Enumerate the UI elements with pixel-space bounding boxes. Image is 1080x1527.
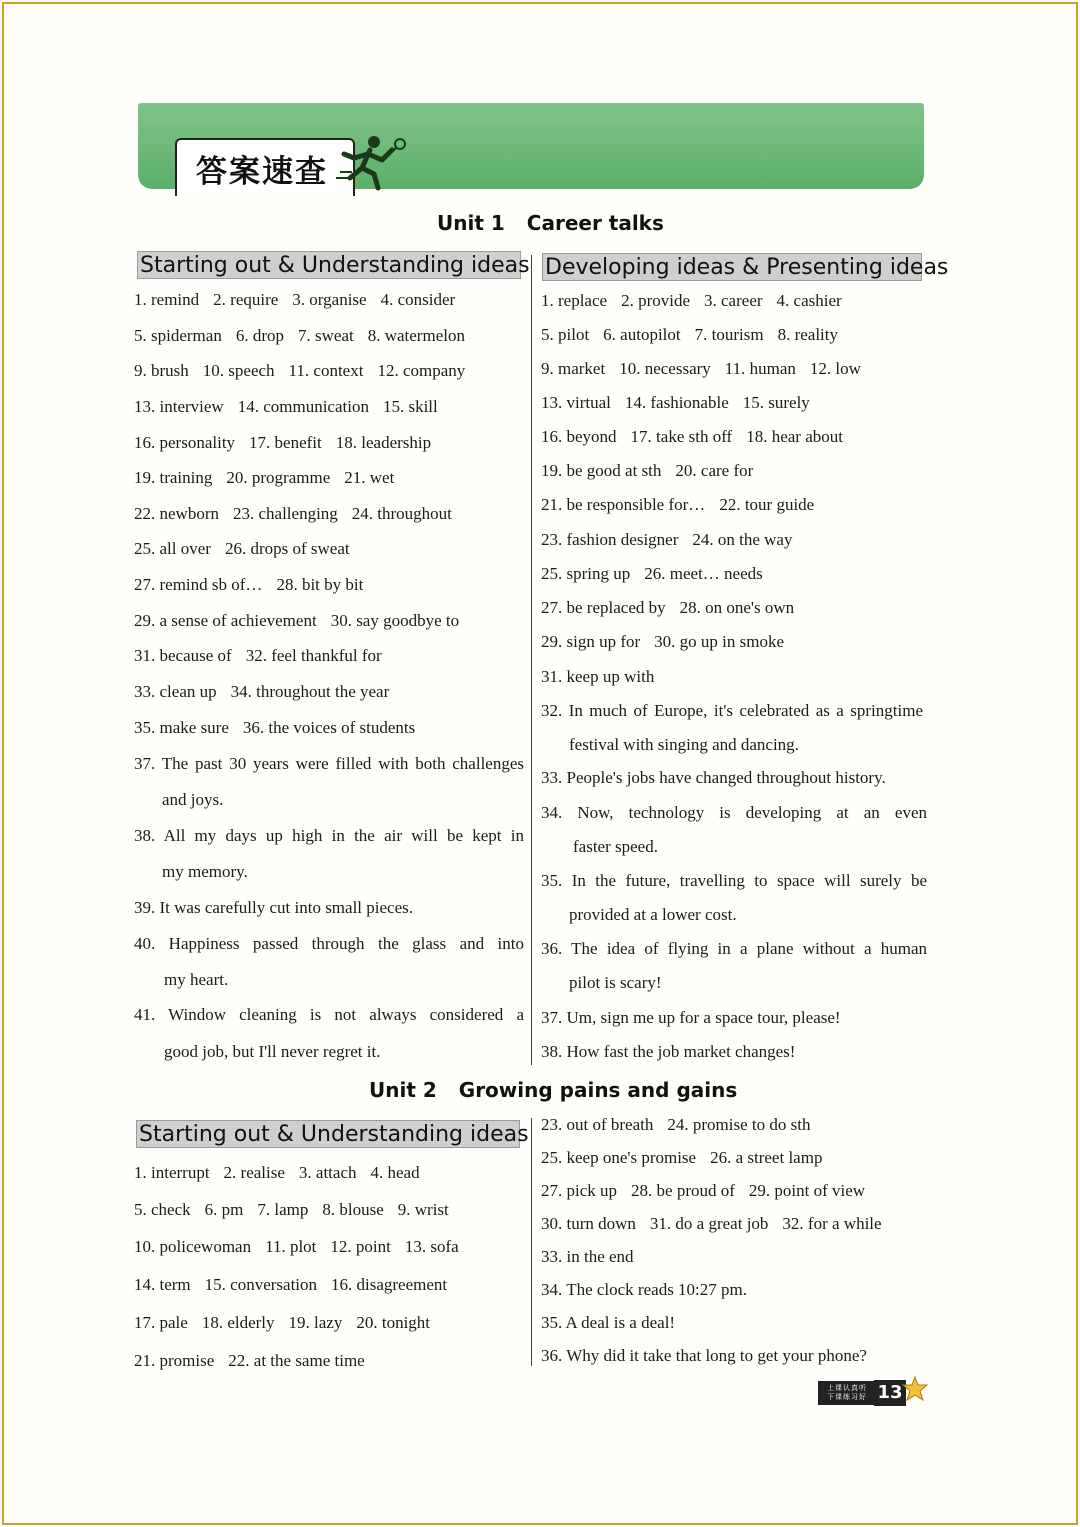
unit1-left-heading: Starting out & Understanding ideas <box>137 251 521 279</box>
page-number: 13 <box>874 1380 906 1406</box>
answer-line: 36. Why did it take that long to get your phone? <box>541 1346 867 1365</box>
unit1-name: Career talks <box>526 211 664 235</box>
answer-line: 19. be good at sth 20. care for <box>541 461 754 480</box>
answer-line: 25. all over 26. drops of sweat <box>134 539 350 558</box>
column-divider <box>531 1118 532 1366</box>
runner-icon <box>334 132 414 192</box>
answer-line: 21. be responsible for… 22. tour guide <box>541 495 815 514</box>
answer-line: 33. clean up 34. throughout the year <box>134 682 390 701</box>
answer-line: 16. beyond 17. take sth off 18. hear about <box>541 427 843 446</box>
answer-line: 21. promise 22. at the same time <box>134 1351 365 1370</box>
answer-sentence: 37. The past 30 years were filled with both challenges <box>134 754 525 773</box>
answer-sentence: 40. Happiness passed through the glass and into <box>134 934 524 953</box>
answer-line: 1. replace 2. provide 3. career 4. cashier <box>541 291 842 310</box>
answer-line: 29. a sense of achievement 30. say goodbye to <box>134 611 460 630</box>
answer-sentence-cont: festival with singing and dancing. <box>569 735 799 754</box>
answer-sentence: 39. It was carefully cut into small pieces. <box>134 898 413 917</box>
answer-line: 1. remind 2. require 3. organise 4. consider <box>134 290 456 309</box>
answer-line: 30. turn down 31. do a great job 32. for a while <box>541 1214 882 1233</box>
unit2-label: Unit 2 <box>369 1078 437 1102</box>
unit2-name: Growing pains and gains <box>458 1078 738 1102</box>
badge-text: 上课认真听 下课练习好 <box>827 1384 867 1401</box>
unit2-left-heading: Starting out & Understanding ideas <box>136 1120 520 1148</box>
answer-line: 35. A deal is a deal! <box>541 1313 676 1332</box>
answer-sentence: 35. In the future, travelling to space will surely be <box>541 871 928 890</box>
answer-line: 34. The clock reads 10:27 pm. <box>541 1280 748 1299</box>
answer-line: 27. be replaced by 28. on one's own <box>541 598 795 617</box>
unit1-label: Unit 1 <box>437 211 505 235</box>
answer-line: 33. in the end <box>541 1247 634 1266</box>
answer-sentence-cont: and joys. <box>162 790 224 809</box>
column-divider <box>531 255 532 1065</box>
answer-line: 14. term 15. conversation 16. disagreement <box>134 1275 448 1294</box>
answer-line: 25. keep one's promise 26. a street lamp <box>541 1148 823 1167</box>
answer-line: 23. fashion designer 24. on the way <box>541 530 793 549</box>
answer-line: 9. brush 10. speech 11. context 12. company <box>134 361 466 380</box>
answer-line: 1. interrupt 2. realise 3. attach 4. head <box>134 1163 420 1182</box>
unit2-title <box>369 1078 737 1102</box>
answer-sentence: 33. People's jobs have changed throughout history. <box>541 768 886 787</box>
answer-sentence-cont: provided at a lower cost. <box>569 905 737 924</box>
answer-line: 13. virtual 14. fashionable 15. surely <box>541 393 810 412</box>
answer-sentence: 38. How fast the job market changes! <box>541 1042 796 1061</box>
unit1-right-heading: Developing ideas & Presenting ideas <box>542 253 922 281</box>
answer-line: 9. market 10. necessary 11. human 12. low <box>541 359 861 378</box>
answer-line: 13. interview 14. communication 15. skill <box>134 397 438 416</box>
star-icon <box>902 1376 928 1402</box>
answer-sentence-cont: pilot is scary! <box>569 973 662 992</box>
answer-sentence-cont: faster speed. <box>573 837 658 856</box>
answer-sentence: 37. Um, sign me up for a space tour, please! <box>541 1008 841 1027</box>
answer-line: 27. pick up 28. be proud of 29. point of view <box>541 1181 866 1200</box>
answer-sentence: 41. Window cleaning is not always considered a <box>134 1005 524 1024</box>
answer-line: 29. sign up for 30. go up in smoke <box>541 632 785 651</box>
answer-line: 5. check 6. pm 7. lamp 8. blouse 9. wrist <box>134 1200 449 1219</box>
answer-line: 5. spiderman 6. drop 7. sweat 8. watermelon <box>134 326 465 345</box>
answer-sentence: 38. All my days up high in the air will be kept in <box>134 826 524 845</box>
answer-sentence-cont: my memory. <box>162 862 248 881</box>
page-title: 答案速查 <box>196 154 328 190</box>
answer-line: 5. pilot 6. autopilot 7. tourism 8. reality <box>541 325 838 344</box>
answer-sentence: 32. In much of Europe, it's celebrated as a springtime <box>541 701 923 720</box>
answer-line: 23. out of breath 24. promise to do sth <box>541 1115 811 1134</box>
unit1-title <box>437 211 664 235</box>
answer-sentence-cont: good job, but I'll never regret it. <box>164 1042 381 1061</box>
answer-sentence-cont: my heart. <box>164 970 229 989</box>
answer-sentence: 36. The idea of flying in a plane without a human <box>541 939 927 958</box>
answer-line: 16. personality 17. benefit 18. leadership <box>134 433 432 452</box>
answer-line: 31. keep up with <box>541 667 655 686</box>
answer-line: 17. pale 18. elderly 19. lazy 20. tonight <box>134 1313 431 1332</box>
page-badge <box>818 1381 926 1405</box>
answer-line: 25. spring up 26. meet… needs <box>541 564 763 583</box>
answer-line: 22. newborn 23. challenging 24. throughout <box>134 504 452 523</box>
answer-line: 35. make sure 36. the voices of students <box>134 718 416 737</box>
answer-line: 31. because of 32. feel thankful for <box>134 646 382 665</box>
answer-line: 19. training 20. programme 21. wet <box>134 468 395 487</box>
answer-sentence: 34. Now, technology is developing at an even <box>541 803 927 822</box>
answer-line: 27. remind sb of… 28. bit by bit <box>134 575 364 594</box>
answer-line: 10. policewoman 11. plot 12. point 13. sofa <box>134 1237 459 1256</box>
